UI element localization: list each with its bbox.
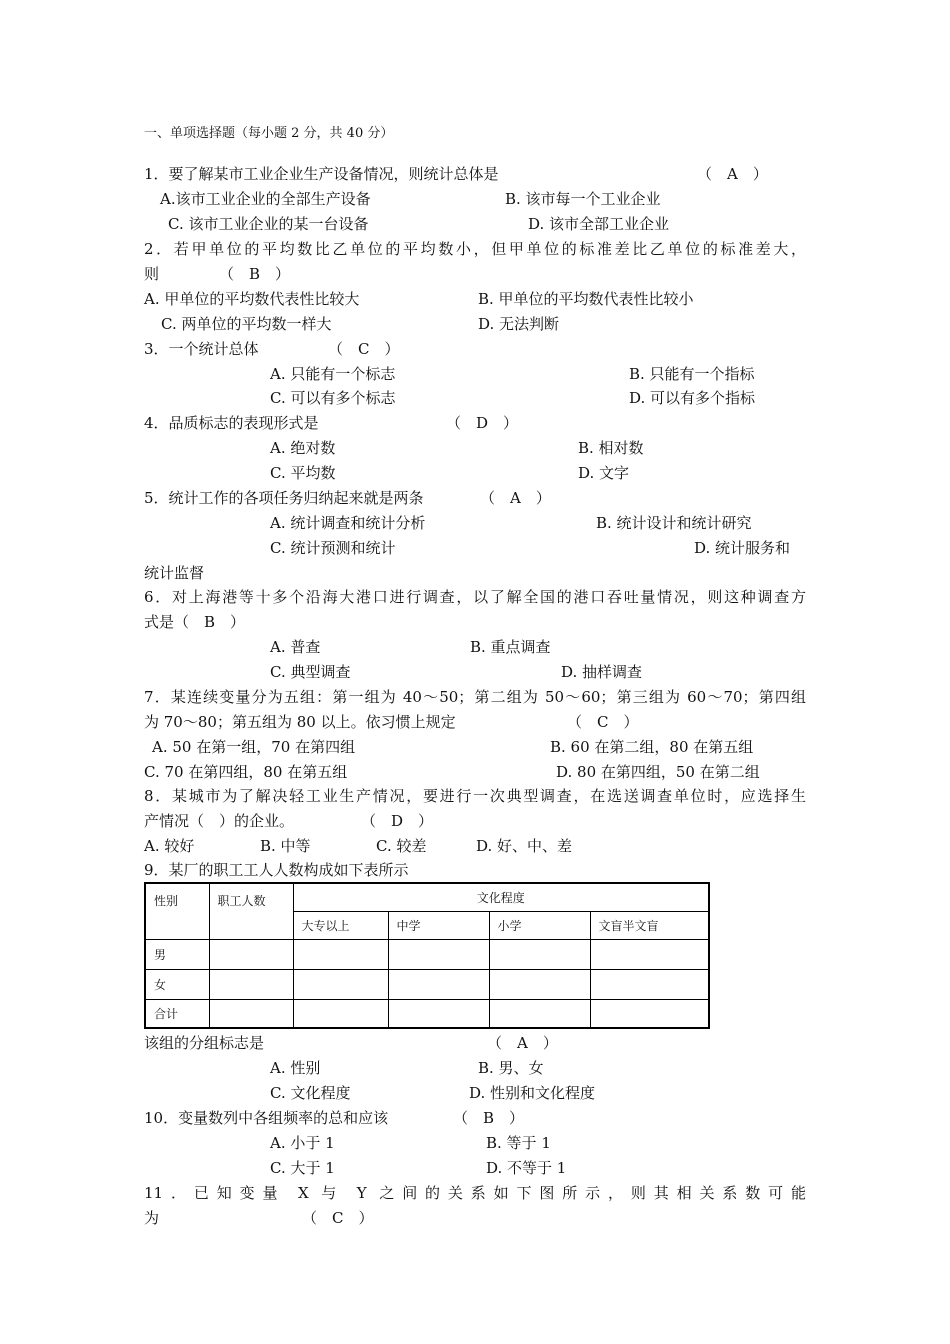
- q7-option-a: A. 50 在第一组，70 在第四组: [152, 738, 356, 756]
- q11-answer: （ C ）: [302, 1209, 374, 1227]
- q5-option-d: D. 统计服务和: [694, 539, 791, 557]
- row-label-total: 合计: [145, 1000, 209, 1029]
- q5-stem: 5．统计工作的各项任务归纳起来就是两条: [144, 489, 424, 507]
- header-education: 文化程度: [293, 883, 709, 912]
- subheader-primary-school: 小学: [489, 912, 590, 940]
- table-row: [145, 1000, 709, 1029]
- table-header-row: [145, 883, 709, 912]
- subheader-college: 大专以上: [293, 912, 388, 940]
- table-cell: [489, 970, 590, 1000]
- table-cell: [590, 970, 709, 1000]
- table-cell: [293, 940, 388, 970]
- q3-stem: 3．一个统计总体: [144, 340, 259, 358]
- q6-stem-cont: 式是（ B ）: [144, 613, 246, 631]
- subheader-middle-school: 中学: [388, 912, 489, 940]
- q8-stem: 8．某城市为了解决轻工业生产情况，要进行一次典型调查，在选送调查单位时，应选择生: [144, 787, 806, 805]
- q2-option-b: B. 甲单位的平均数代表性比较小: [478, 290, 694, 308]
- q3-answer: （ C ）: [328, 340, 400, 358]
- q5-answer: （ A ）: [480, 489, 551, 507]
- q2-option-d: D. 无法判断: [478, 315, 560, 333]
- q9-tail: 该组的分组标志是: [144, 1034, 265, 1052]
- q10-option-a: A. 小于 1: [270, 1134, 335, 1152]
- q10-option-b: B. 等于 1: [486, 1134, 551, 1152]
- q8-answer: （ D ）: [361, 812, 434, 830]
- q8-option-a: A. 较好: [144, 837, 195, 855]
- row-label-male: 男: [145, 940, 209, 970]
- q7-option-b: B. 60 在第二组，80 在第五组: [550, 738, 754, 756]
- q3-option-d: D. 可以有多个指标: [629, 389, 756, 407]
- q8-option-b: B. 中等: [260, 837, 311, 855]
- q7-answer: （ C ）: [567, 713, 639, 731]
- q5-option-c: C. 统计预测和统计: [270, 539, 396, 557]
- q6-option-c: C. 典型调查: [270, 663, 351, 681]
- table-cell: [209, 970, 293, 1000]
- q9-stem: 9．某厂的职工工人人数构成如下表所示: [144, 861, 409, 879]
- q8-stem-cont: 产情况（ ）的企业。: [144, 812, 295, 830]
- q4-option-c: C. 平均数: [270, 464, 336, 482]
- workforce-table: [144, 882, 710, 1029]
- header-worker-count: 职工人数: [209, 883, 293, 940]
- q4-answer: （ D ）: [446, 414, 519, 432]
- q7-stem-cont: 为 70～80；第五组为 80 以上。依习惯上规定: [144, 713, 456, 731]
- q5-option-d-cont: 统计监督: [144, 564, 205, 582]
- q9-answer: （ A ）: [487, 1034, 558, 1052]
- q6-option-d: D. 抽样调查: [561, 663, 643, 681]
- q7-stem: 7．某连续变量分为五组：第一组为 40～50；第二组为 50～60；第三组为 60～70；第四组: [144, 688, 806, 706]
- q4-stem: 4．品质标志的表现形式是: [144, 414, 319, 432]
- q5-option-a: A. 统计调查和统计分析: [270, 514, 426, 532]
- q3-option-b: B. 只能有一个指标: [629, 365, 755, 383]
- table-cell: [489, 1000, 590, 1029]
- q10-answer: （ B ）: [453, 1109, 525, 1127]
- q5-option-b: B. 统计设计和统计研究: [596, 514, 752, 532]
- q10-stem: 10．变量数列中各组频率的总和应该: [144, 1109, 389, 1127]
- q1-answer: （ A ）: [697, 165, 768, 183]
- table-row: [145, 940, 709, 970]
- subheader-illiterate: 文盲半文盲: [590, 912, 709, 940]
- q1-option-d: D. 该市全部工业企业: [528, 215, 670, 233]
- q4-option-b: B. 相对数: [578, 439, 644, 457]
- table-cell: [209, 940, 293, 970]
- q8-option-d: D. 好、中、差: [476, 837, 573, 855]
- q4-option-d: D. 文字: [578, 464, 630, 482]
- q9-option-b: B. 男、女: [478, 1059, 544, 1077]
- table-cell: [293, 1000, 388, 1029]
- q9-option-c: C. 文化程度: [270, 1084, 351, 1102]
- table-row: [145, 970, 709, 1000]
- q2-option-c: C. 两单位的平均数一样大: [161, 315, 332, 333]
- q11-stem-cont: 为: [144, 1209, 160, 1227]
- q3-option-a: A. 只能有一个标志: [270, 365, 396, 383]
- row-label-female: 女: [145, 970, 209, 1000]
- table-cell: [489, 940, 590, 970]
- q9-option-a: A. 性别: [270, 1059, 321, 1077]
- q2-answer: （ B ）: [219, 265, 291, 283]
- q1-option-a: A.该市工业企业的全部生产设备: [160, 190, 371, 208]
- table-cell: [388, 1000, 489, 1029]
- q6-stem: 6．对上海港等十多个沿海大港口进行调查，以了解全国的港口吞吐量情况，则这种调查方: [144, 588, 806, 606]
- table-cell: [388, 940, 489, 970]
- q3-option-c: C. 可以有多个标志: [270, 389, 396, 407]
- header-gender: 性别: [145, 883, 209, 940]
- section-title: 一、单项选择题（每小题 2 分，共 40 分）: [144, 126, 394, 141]
- table-cell: [209, 1000, 293, 1029]
- q7-option-d: D. 80 在第四组，50 在第二组: [556, 763, 760, 781]
- q1-stem: 1．要了解某市工业企业生产设备情况，则统计总体是: [144, 165, 499, 183]
- q8-option-c: C. 较差: [376, 837, 427, 855]
- q4-option-a: A. 绝对数: [270, 439, 336, 457]
- q10-option-c: C. 大于 1: [270, 1159, 335, 1177]
- q2-option-a: A. 甲单位的平均数代表性比较大: [144, 290, 360, 308]
- table-cell: [590, 940, 709, 970]
- q6-option-a: A. 普查: [270, 638, 321, 656]
- q1-option-b: B. 该市每一个工业企业: [505, 190, 661, 208]
- q9-option-d: D. 性别和文化程度: [469, 1084, 596, 1102]
- q7-option-c: C. 70 在第四组，80 在第五组: [144, 763, 348, 781]
- q11-stem: 11．已知变量 X 与 Y 之间的关系如下图所示，则其相关系数可能: [144, 1184, 806, 1202]
- q2-stem: 2．若甲单位的平均数比乙单位的平均数小，但甲单位的标准差比乙单位的标准差大，: [144, 240, 806, 258]
- q10-option-d: D. 不等于 1: [486, 1159, 567, 1177]
- table-cell: [590, 1000, 709, 1029]
- table-cell: [388, 970, 489, 1000]
- q6-option-b: B. 重点调查: [470, 638, 551, 656]
- q1-option-c: C. 该市工业企业的某一台设备: [168, 215, 369, 233]
- q2-stem-cont: 则: [144, 265, 160, 283]
- table-cell: [293, 970, 388, 1000]
